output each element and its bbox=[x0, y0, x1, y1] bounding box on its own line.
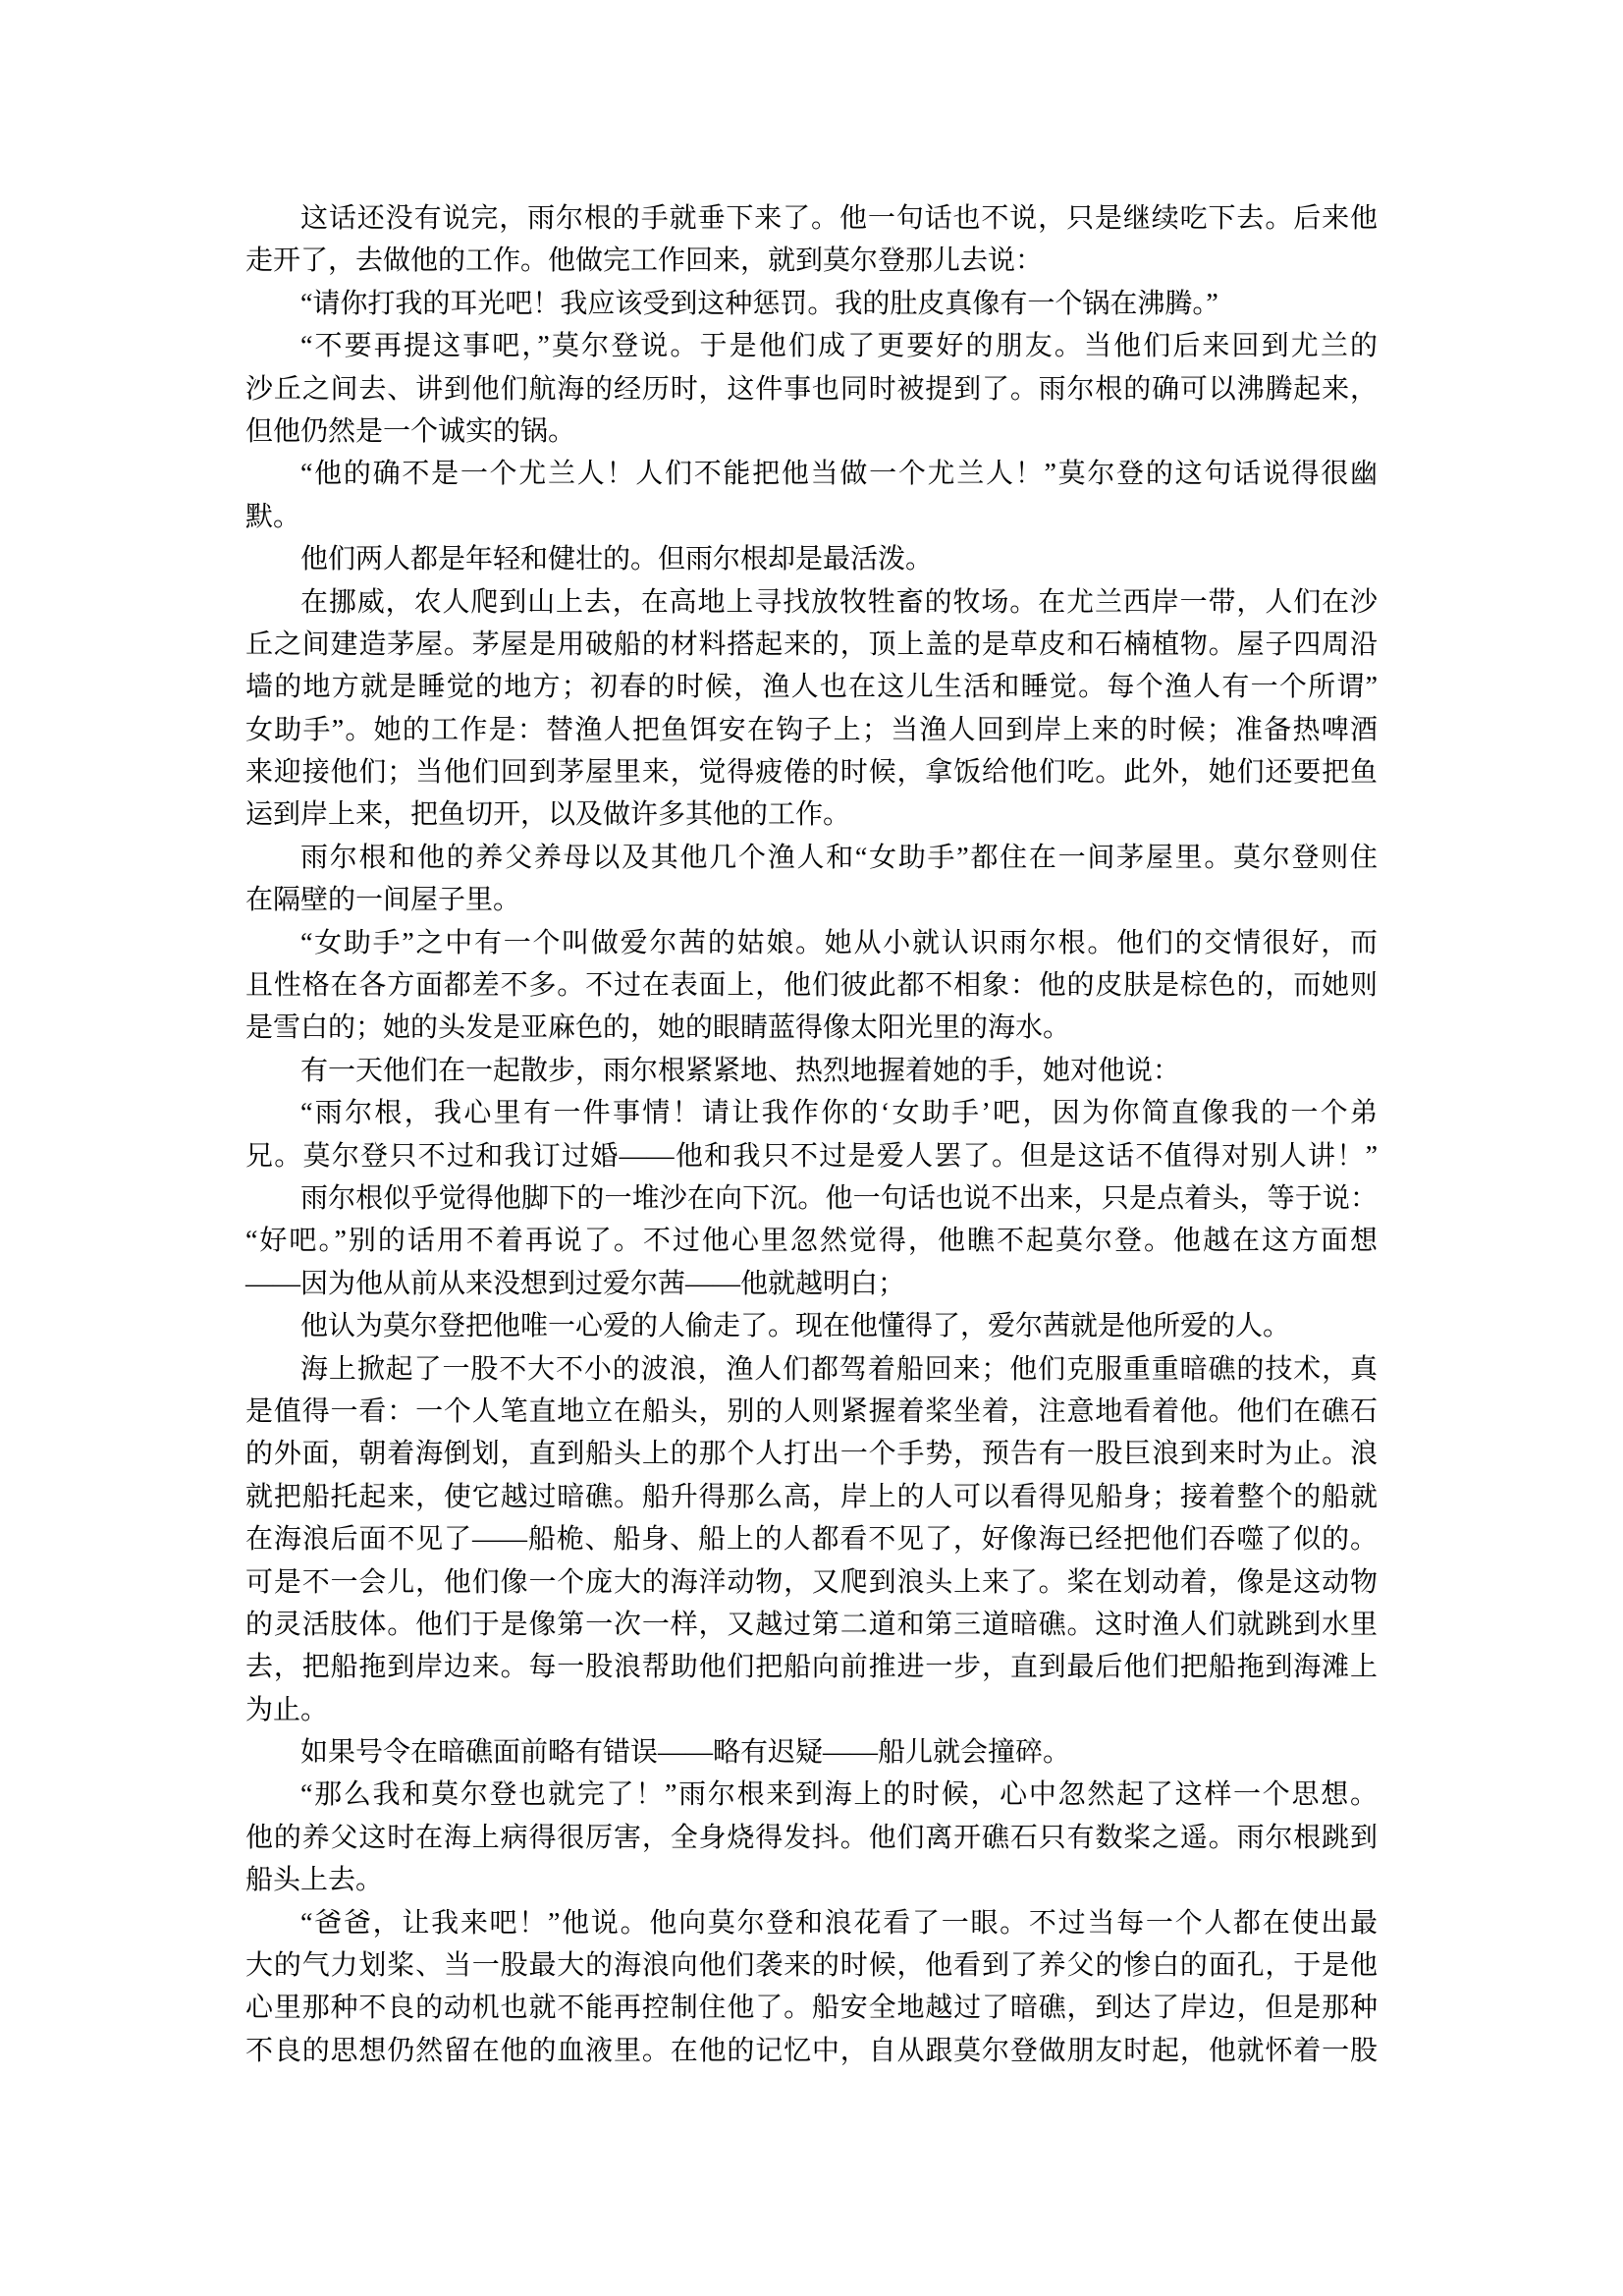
text-line: “雨尔根，我心里有一件事情！请让我作你的‘女助手’吧，因为你简直像我的一个弟 bbox=[300, 1098, 1378, 1129]
text-line: 沙丘之间去、讲到他们航海的经历时，这件事也同时被提到了。雨尔根的确可以沸腾起来， bbox=[245, 373, 1378, 405]
text-line: 兄。莫尔登只不过和我订过婚——他和我只不过是爱人罢了。但是这话不值得对别人讲！” bbox=[245, 1140, 1378, 1172]
text-line: 丘之间建造茅屋。茅屋是用破船的材料搭起来的，顶上盖的是草皮和石楠植物。屋子四周沿 bbox=[245, 629, 1378, 660]
page-text-block bbox=[245, 197, 1378, 2072]
text-line: 是值得一看：一个人笔直地立在船头，别的人则紧握着桨坐着，注意地看着他。他们在礁石 bbox=[245, 1395, 1378, 1427]
text-line: 在海浪后面不见了——船桅、船身、船上的人都看不见了，好像海已经把他们吞噬了似的。 bbox=[245, 1524, 1378, 1556]
text-line: 雨尔根似乎觉得他脚下的一堆沙在向下沉。他一句话也说不出来，只是点着头，等于说： bbox=[300, 1182, 1378, 1214]
text-line: 是雪白的；她的头发是亚麻色的，她的眼睛蓝得像太阳光里的海水。 bbox=[245, 1012, 1071, 1044]
text-line: 这话还没有说完，雨尔根的手就垂下来了。他一句话也不说，只是继续吃下去。后来他 bbox=[300, 203, 1378, 234]
text-line: 有一天他们在一起散步，雨尔根紧紧地、热烈地握着她的手，她对他说： bbox=[300, 1055, 1181, 1086]
text-line: 来迎接他们；当他们回到茅屋里来，觉得疲倦的时候，拿饭给他们吃。此外，她们还要把鱼 bbox=[245, 757, 1378, 789]
text-line: 墙的地方就是睡觉的地方；初春的时候，渔人也在这儿生活和睡觉。每个渔人有一个所谓” bbox=[245, 672, 1378, 703]
text-line: 大的气力划桨、当一股最大的海浪向他们袭来的时候，他看到了养父的惨白的面孔，于是他 bbox=[245, 1950, 1378, 1982]
text-line: 不良的思想仍然留在他的血液里。在他的记忆中，自从跟莫尔登做朋友时起，他就怀着一股 bbox=[245, 2035, 1378, 2066]
text-line: 女助手”。她的工作是：替渔人把鱼饵安在钩子上；当渔人回到岸上来的时候；准备热啤酒 bbox=[245, 714, 1378, 745]
text-line: 的灵活肢体。他们于是像第一次一样，又越过第二道和第三道暗礁。这时渔人们就跳到水里 bbox=[245, 1609, 1378, 1640]
text-line: 的外面，朝着海倒划，直到船头上的那个人打出一个手势，预告有一股巨浪到来时为止。浪 bbox=[245, 1439, 1378, 1470]
text-line: “不要再提这事吧，”莫尔登说。于是他们成了更要好的朋友。当他们后来回到尤兰的 bbox=[300, 331, 1378, 362]
text-line: 如果号令在暗礁面前略有错误——略有迟疑——船儿就会撞碎。 bbox=[300, 1737, 1071, 1769]
text-line: 他们两人都是年轻和健壮的。但雨尔根却是最活泼。 bbox=[300, 544, 934, 575]
text-line: 为止。 bbox=[245, 1694, 329, 1725]
text-line: 就把船托起来，使它越过暗礁。船升得那么高，岸上的人可以看得见船身；接着整个的船就 bbox=[245, 1481, 1378, 1512]
text-line: 他的养父这时在海上病得很厉害，全身烧得发抖。他们离开礁石只有数桨之遥。雨尔根跳到 bbox=[245, 1822, 1378, 1853]
text-line: ——因为他从前从来没想到过爱尔茜——他就越明白； bbox=[245, 1268, 906, 1299]
text-line: 海上掀起了一股不大不小的波浪，渔人们都驾着船回来；他们克服重重暗礁的技术，真 bbox=[300, 1353, 1378, 1385]
text-line: 但他仍然是一个诚实的锅。 bbox=[245, 415, 576, 447]
text-line: 且性格在各方面都差不多。不过在表面上，他们彼此都不相象：他的皮肤是棕色的，而她则 bbox=[245, 970, 1378, 1002]
text-line: 在隔壁的一间屋子里。 bbox=[245, 885, 521, 916]
text-line: 去，把船拖到岸边来。每一股浪帮助他们把船向前推进一步，直到最后他们把船拖到海滩上 bbox=[245, 1652, 1378, 1683]
text-line: 在挪威，农人爬到山上去，在高地上寻找放牧牲畜的牧场。在尤兰西岸一带，人们在沙 bbox=[300, 586, 1378, 618]
text-line: 船头上去。 bbox=[245, 1865, 384, 1896]
text-line: 运到岸上来，把鱼切开，以及做许多其他的工作。 bbox=[245, 799, 851, 831]
text-line: “女助手”之中有一个叫做爱尔茜的姑娘。她从小就认识雨尔根。他们的交情很好，而 bbox=[300, 927, 1378, 958]
text-line: 可是不一会儿，他们像一个庞大的海洋动物，又爬到浪头上来了。桨在划动着，像是这动物 bbox=[245, 1566, 1378, 1598]
text-line: 心里那种不良的动机也就不能再控制住他了。船安全地越过了暗礁，到达了岸边，但是那种 bbox=[245, 1993, 1378, 2024]
text-line: 他认为莫尔登把他唯一心爱的人偷走了。现在他懂得了，爱尔茜就是他所爱的人。 bbox=[300, 1311, 1291, 1342]
text-line: “好吧。”别的话用不着再说了。不过他心里忽然觉得，他瞧不起莫尔登。他越在这方面想 bbox=[245, 1226, 1378, 1257]
text-line: “请你打我的耳光吧！我应该受到这种惩罚。我的肚皮真像有一个锅在沸腾。” bbox=[300, 288, 1218, 319]
text-line: 默。 bbox=[245, 501, 301, 532]
text-line: 雨尔根和他的养父养母以及其他几个渔人和“女助手”都住在一间茅屋里。莫尔登则住 bbox=[300, 842, 1378, 873]
text-line: “爸爸，让我来吧！”他说。他向莫尔登和浪花看了一眼。不过当每一个人都在使出最 bbox=[300, 1907, 1378, 1939]
text-line: 走开了，去做他的工作。他做完工作回来，就到莫尔登那儿去说： bbox=[245, 246, 1044, 277]
text-line: “他的确不是一个尤兰人！人们不能把他当做一个尤兰人！”莫尔登的这句话说得很幽 bbox=[300, 459, 1378, 490]
text-line: “那么我和莫尔登也就完了！”雨尔根来到海上的时候，心中忽然起了这样一个思想。 bbox=[300, 1779, 1378, 1811]
